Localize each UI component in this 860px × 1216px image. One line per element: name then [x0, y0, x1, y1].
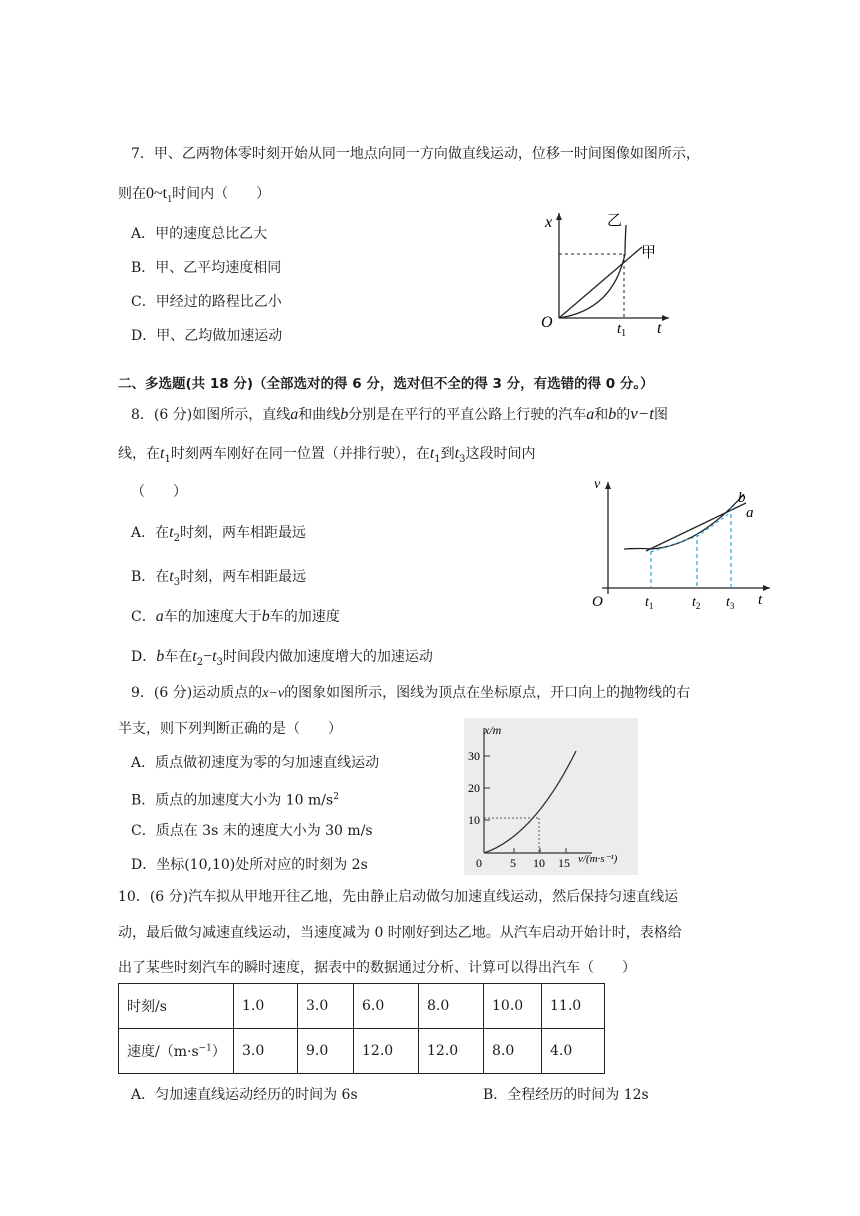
q9-y-label: x/m [484, 723, 502, 737]
q7-tick-sub: 1 [621, 328, 627, 339]
q8-a-pre: A．在 [131, 525, 170, 541]
q8-l2-t4: 这段时间内 [465, 446, 536, 462]
q7-label-yi: 乙 [607, 213, 623, 229]
q8-x-arrow [763, 585, 770, 591]
table-cell: 3.0 [298, 984, 354, 1029]
q8-d-s2: 2 [196, 656, 204, 668]
q7-text-post: 时间内（ ） [172, 186, 271, 202]
q7-option-b[interactable]: B．甲、乙平均速度相同 [131, 260, 282, 276]
table-cell: 3.0 [234, 1029, 298, 1074]
q8-tick-t1 [645, 595, 653, 611]
q8-option-a[interactable] [131, 523, 306, 549]
q9-option-a[interactable]: A．质点做初速度为零的匀加速直线运动 [131, 755, 380, 771]
q9-option-c[interactable]: C．质点在 3s 末的速度大小为 30 m/s [131, 823, 373, 839]
q7-y-label: x [545, 214, 553, 231]
q8-var-b2: b [608, 406, 617, 423]
q9-b-text: B．质点的加速度大小为 10 m/s [131, 792, 334, 809]
q8-d-pre: D． [131, 649, 157, 665]
q8-a-post: 时刻，两车相距最远 [179, 525, 306, 541]
q9-graph [464, 718, 638, 875]
q7-graph [535, 205, 675, 340]
q8-l2-s3: 3 [459, 453, 466, 465]
table-cell: 6.0 [354, 984, 419, 1029]
q8-y-arrow [605, 482, 611, 489]
q8-c-b: b [261, 608, 270, 625]
q7-range [146, 185, 173, 206]
q8-tick-t1-s: 1 [648, 601, 654, 611]
q9-stem-line1 [131, 683, 690, 704]
q8-stem-line2 [118, 444, 535, 470]
q8-tick-t2 [692, 595, 700, 611]
section2-title: 二、多选题(共 18 分)（全部选对的得 6 分，选对但不全的得 3 分，有选错的得 0 分。） [118, 376, 654, 392]
q8-origin: O [592, 594, 603, 610]
q7-option-d[interactable]: D．甲、乙均做加速运动 [131, 328, 283, 344]
q8-t3: 分别是在平行的平直公路上行驶的汽车 [348, 407, 587, 423]
q8-l2-t2: 时刻两车刚好在同一位置（并排行驶），在 [170, 446, 430, 462]
q7-range-text: 0~t [146, 185, 168, 202]
q10-option-b[interactable]: B．全程经历的时间为 12s [483, 1087, 649, 1103]
q9-ytick-label-30: 30 [468, 749, 480, 763]
q8-var-a2: a [586, 406, 595, 423]
q8-d-t2: t [192, 648, 197, 665]
q8-l2-s1: 1 [164, 453, 171, 465]
q8-tick-t3-t: t [726, 595, 730, 610]
q10-stem-line2: 动，最后做匀减速直线运动，当速度减为 0 时刚好到达乙地。从汽车启动开始计时，表格给 [118, 925, 682, 941]
q7-x-label: t [657, 320, 662, 337]
speed-header-sup: −1 [198, 1043, 212, 1054]
q8-stem-line3: （ ） [131, 484, 187, 500]
q8-l2-s1-b: 1 [434, 453, 441, 465]
q9-graph-bg [464, 718, 638, 875]
q8-tick-t3 [726, 595, 735, 611]
q9-var-xv: x−v [262, 686, 285, 701]
q8-stem-line1 [131, 404, 668, 425]
q7-label-jia: 甲 [641, 245, 657, 261]
table-row [119, 1029, 605, 1074]
q8-t4: 和 [594, 407, 609, 423]
q8-c-mid: 车的加速度大于 [163, 609, 262, 625]
q8-y-label: v [594, 477, 601, 492]
q8-l2-t1: 线，在 [118, 446, 160, 462]
q9-option-b[interactable] [131, 787, 339, 811]
q8-d-post: 时间段内做加速度增大的加速运动 [222, 649, 433, 665]
q9-xtick-label-15: 15 [558, 856, 570, 870]
q7-option-a[interactable]: A．甲的速度总比乙大 [131, 226, 268, 242]
q7-tick-t1 [617, 321, 626, 339]
q8-x-label: t [758, 592, 763, 608]
q9-ytick-label-10: 10 [468, 813, 480, 827]
q8-c-pre: C． [131, 609, 156, 625]
q7-curve-yi [559, 225, 626, 318]
q7-stem-line1: 7．甲、乙两物体零时刻开始从同一地点向同一方向做直线运动，位移一时间图像如图所示， [131, 146, 700, 162]
q8-c-a: a [155, 608, 164, 625]
q8-curve-b [624, 494, 744, 549]
q8-b-sub: 3 [173, 576, 181, 588]
q10-stem-line3: 出了某些时刻汽车的瞬时速度，据表中的数据通过分析、计算可以得出汽车（ ） [118, 960, 636, 976]
table-cell: 9.0 [298, 1029, 354, 1074]
table-cell: 4.0 [542, 1029, 605, 1074]
q9-x-label: v/(m·s⁻¹) [578, 853, 618, 865]
q7-range-sub: 1 [167, 194, 173, 206]
q8-label-a: a [746, 505, 754, 521]
q8-b-post: 时刻，两车相距最远 [180, 569, 307, 585]
speed-header-text: 速度/（m·s [127, 1044, 199, 1060]
q8-graph [588, 476, 778, 611]
q8-b-pre: B．在 [131, 569, 170, 585]
q8-var-b: b [340, 406, 349, 423]
q8-d-s3: 3 [216, 656, 223, 668]
q8-b-t: t [169, 568, 174, 585]
q8-tick-t2-s: 2 [695, 601, 701, 611]
q8-tick-t3-s: 3 [729, 601, 735, 611]
q7-origin: O [541, 314, 553, 331]
q9-b-sup: 2 [333, 792, 339, 802]
q8-t6: 图 [653, 407, 668, 423]
table-row [119, 984, 605, 1029]
table-cell: 12.0 [354, 1029, 419, 1074]
q9-t1: 9．(6 分)运动质点的 [131, 685, 263, 701]
q9-ytick-label-20: 20 [468, 781, 480, 795]
q8-d-mid: 车在 [164, 649, 193, 665]
q9-xtick-label-10: 10 [533, 856, 545, 870]
q8-a-sub: 2 [173, 532, 180, 544]
q7-option-c[interactable]: C．甲经过的路程比乙小 [131, 294, 282, 310]
table-cell: 8.0 [419, 984, 484, 1029]
q8-t1: 8．(6 分)如图所示，直线 [131, 407, 291, 423]
table-cell: 10.0 [484, 984, 542, 1029]
table-cell: 8.0 [484, 1029, 542, 1074]
q8-option-c[interactable] [131, 607, 340, 627]
q8-t2: 和曲线 [298, 407, 341, 423]
table-header-time: 时刻/s [119, 984, 234, 1029]
q7-line-jia [559, 247, 642, 318]
q9-option-d[interactable]: D．坐标(10,10)处所对应的时刻为 2s [131, 857, 368, 873]
q8-option-d[interactable]: D．b车在$t_2-t_3$时间段内做加速度增大的加速运动 [131, 648, 433, 668]
table-cell: 1.0 [234, 984, 298, 1029]
q8-var-a: a [290, 406, 299, 423]
q7-x-arrow [662, 315, 669, 321]
q8-l2-t: t [160, 445, 165, 462]
q8-tick-t1-t: t [645, 595, 649, 610]
speed-header-post: ） [211, 1044, 226, 1060]
q8-label-b: b [738, 490, 746, 506]
q7-tick-t: t [617, 321, 622, 337]
table-cell: 12.0 [419, 1029, 484, 1074]
q9-xtick-label-0: 0 [476, 856, 482, 870]
q10-option-a[interactable]: A．匀加速直线运动经历的时间为 6s [131, 1087, 358, 1103]
q9-t2: 的图象如图所示，图线为顶点在坐标原点，开口向上的抛物线的右 [284, 685, 691, 701]
q8-option-b[interactable] [131, 567, 306, 593]
q9-stem-line2: 半支，则下列判断正确的是（ ） [118, 721, 342, 737]
table-header-speed [119, 1029, 234, 1074]
q8-var-vt: v−t [630, 404, 654, 423]
q7-stem-line2 [118, 184, 270, 210]
table-cell: 11.0 [542, 984, 605, 1029]
q9-xtick-label-5: 5 [510, 856, 516, 870]
q8-t5: 的 [616, 407, 631, 423]
q8-l2-t-b: t [429, 445, 435, 462]
q8-d-t3: t [212, 648, 217, 665]
q7-text: 则在 [118, 186, 146, 202]
q10-stem-line1: 10．(6 分)汽车拟从甲地开往乙地，先由静止启动做匀加速直线运动，然后保持匀速直线运 [118, 889, 679, 905]
q8-tick-t2-t: t [692, 595, 696, 610]
q7-y-arrow [556, 213, 562, 220]
q10-data-table [118, 983, 605, 1074]
q8-d-b: b [156, 648, 165, 665]
q8-l2-t-c: t [454, 445, 460, 462]
q8-a-t: t [169, 524, 174, 541]
q8-c-post: 车的加速度 [269, 609, 340, 625]
q8-l2-t3: 到 [440, 446, 455, 462]
